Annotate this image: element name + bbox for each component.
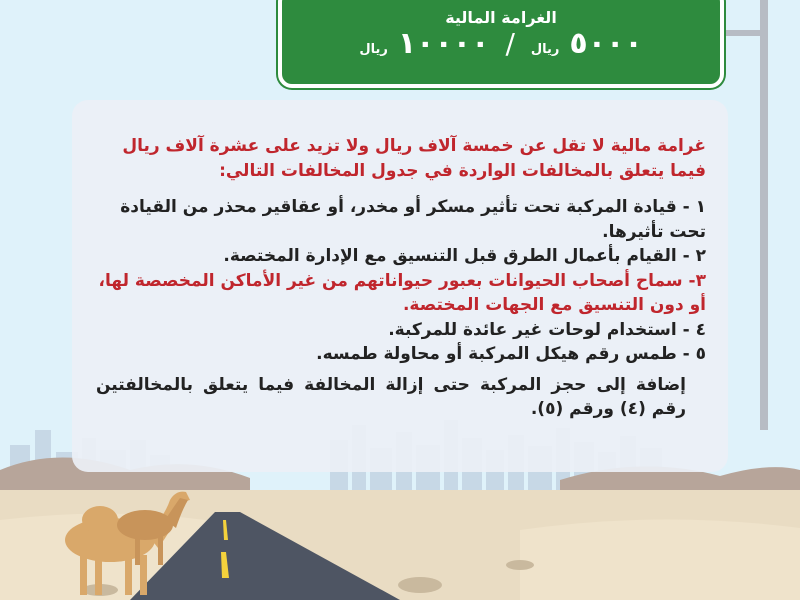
violation-item-highlighted: ٣- سماح أصحاب الحيوانات بعبور حيواناتهم من غير الأماكن المخصصة لها، أو دون التنسيق مع الجهات المختصة.	[98, 270, 706, 315]
sign-title: الغرامة المالية	[445, 8, 557, 27]
violations-text	[96, 134, 706, 422]
currency-label: ريال	[530, 42, 560, 57]
range-separator: /	[505, 27, 515, 60]
min-fine-amount: ٥٠٠٠	[569, 26, 643, 61]
violation-item: ١ - قيادة المركبة تحت تأثير مسكر أو مخدر، أو عقاقير محذر من القيادة تحت تأثيرها.	[120, 197, 706, 242]
violation-item: ٢ - القيام بأعمال الطرق قبل التنسيق مع الإدارة المختصة.	[223, 246, 706, 266]
max-fine-amount: ١٠٠٠٠	[397, 26, 490, 61]
violation-item: ٤ - استخدام لوحات غير عائدة للمركبة.	[388, 319, 706, 340]
fine-range	[282, 26, 720, 61]
violation-item: ٥ - طمس رقم هيكل المركبة أو محاولة طمسه.	[316, 344, 706, 364]
intro-text: غرامة مالية لا تقل عن خمسة آلاف ريال ولا تزيد على عشرة آلاف ريال فيما يتعلق بالمخالفات الواردة في جدول المخالفات التالي:	[122, 136, 706, 181]
impound-note: إضافة إلى حجز المركبة حتى إزالة المخالفة فيما يتعلق بالمخالفتين رقم (٤) ورقم (٥).	[96, 374, 686, 419]
currency-label: ريال	[359, 42, 388, 57]
fine-sign	[278, 0, 724, 88]
